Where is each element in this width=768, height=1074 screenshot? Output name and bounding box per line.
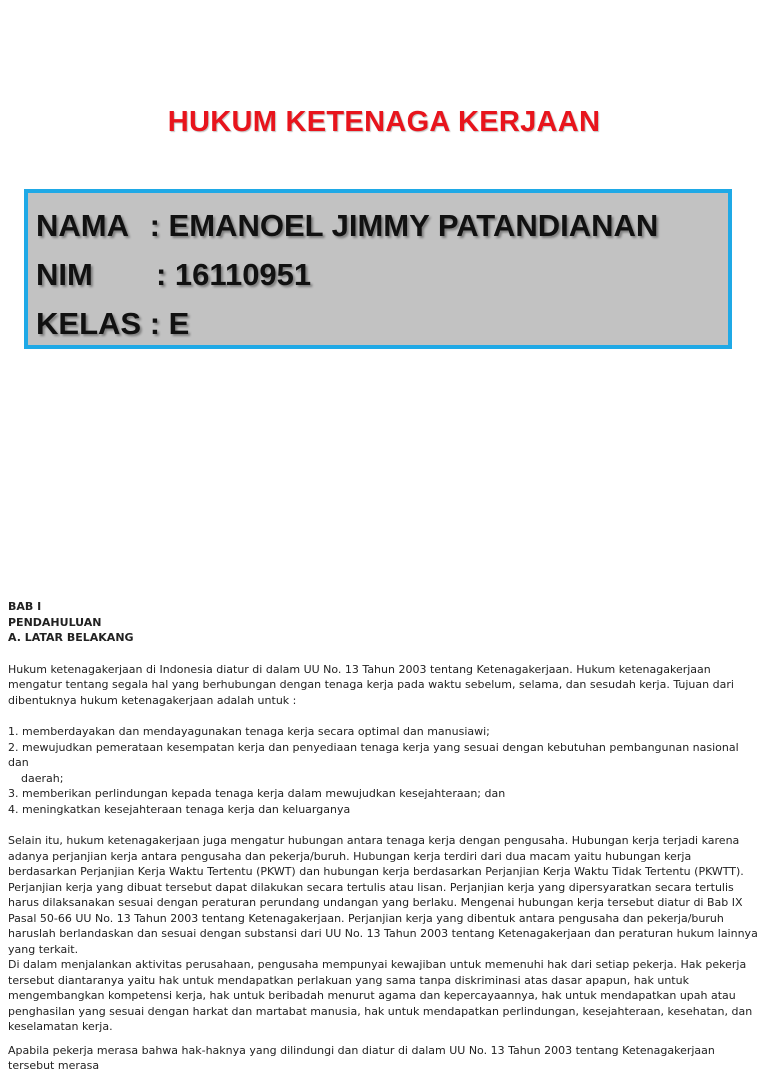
nama-label: NAMA: [36, 208, 129, 243]
identity-box: [24, 189, 732, 349]
closing-paragraph: Apabila pekerja merasa bahwa hak-haknya yang dilindungi dan diatur di dalam UU No. 13 Tahun 2003 tentang Ketenagakerjaan tersebut merasa: [8, 1043, 715, 1072]
bab-heading: BAB I: [8, 600, 42, 613]
rights-paragraph: Di dalam menjalankan aktivitas perusahaan, pengusaha mempunyai kewajiban untuk memenuhi hak dari setiap pekerja. Hak pekerja tersebut diantaranya yaitu hak untuk mendapatkan perlakuan yang sama tanpa diskriminasi atas dasar apapun, hak untuk mengembangkan kompetensi kerja, hak untuk beribadah menurut agama dan kepercayaannya, hak untuk mendapatkan upah atau penghasilan yang sesuai dengan harkat dan martabat manusia, hak untuk mendapatkan perlindungan, kesejahteraan, kesehatan, dan keselamatan kerja.: [8, 958, 753, 1033]
list-item: 1. memberdayakan dan mendayagunakan tenaga kerja secara optimal dan manusiawi;: [8, 725, 490, 738]
document-body: [8, 599, 760, 1074]
nama-value: : EMANOEL JIMMY PATANDIANAN: [149, 208, 659, 243]
nim-line: [36, 252, 728, 301]
nim-label: NIM: [36, 257, 93, 292]
list-item-continuation: [8, 771, 760, 787]
list-item: 3. memberikan perlindungan kepada tenaga kerja dalam mewujudkan kesejahteraan; dan: [8, 787, 506, 800]
list-continuation-text: daerah;: [21, 771, 64, 785]
list-item: 2. mewujudkan pemerataan kesempatan kerja dan penyediaan tenaga kerja yang sesuai dengan kebutuhan pembangunan nasional dan: [8, 740, 739, 769]
slide-title: HUKUM KETENAGA KERJAAN: [167, 106, 601, 138]
chapter-heading: PENDAHULUAN: [8, 615, 102, 629]
nama-line: [36, 203, 728, 252]
kelas-label: KELAS: [36, 306, 142, 341]
intro-paragraph: Hukum ketenagakerjaan di Indonesia diatur di dalam UU No. 13 Tahun 2003 tentang Ketenagakerjaan. Hukum ketenagakerjaan mengatur tentang segala hal yang berhubungan dengan tenaga kerja pada waktu sebelum, selama, dan sesudah kerja. Tujuan dari dibentuknya hukum ketenagakerjaan adalah untuk :: [8, 662, 734, 707]
kelas-line: [36, 301, 728, 350]
relationship-paragraph: Selain itu, hukum ketenagakerjaan juga mengatur hubungan antara tenaga kerja dengan pengusaha. Hubungan kerja terjadi karena adanya perjanjian kerja antara pengusaha dan pekerja/buruh. Hubungan kerja terdiri dari dua macam yaitu hubungan kerja berdasarkan Perjanjian Kerja Waktu Tertentu (PKWT) dan hubungan kerja berdasarkan Perjanjian Kerja Waktu Tidak Tertentu (PKWTT). Perjanjian kerja yang dibuat tersebut dapat dilakukan secara tertulis atau lisan. Perjanjian kerja yang dipersyaratkan secara tertulis harus dilaksanakan sesuai dengan peraturan perundang undangan yang berlaku. Mengenai hubungan kerja tersebut diatur di Bab IX Pasal 50-66 UU No. 13 Tahun 2003 tentang Ketenagakerjaan. Perjanjian kerja yang dibentuk antara pengusaha dan pekerja/buruh haruslah berlandaskan dan sesuai dengan substansi dari UU No. 13 Tahun 2003 tentang Ketenagakerjaan dan peraturan hukum lainnya yang terkait.: [8, 834, 758, 956]
list-item: 4. meningkatkan kesejahteraan tenaga kerja dan keluarganya: [8, 802, 351, 816]
section-heading: A. LATAR BELAKANG: [8, 631, 134, 644]
nim-value: : 16110951: [156, 257, 312, 292]
kelas-value: : E: [149, 306, 190, 341]
